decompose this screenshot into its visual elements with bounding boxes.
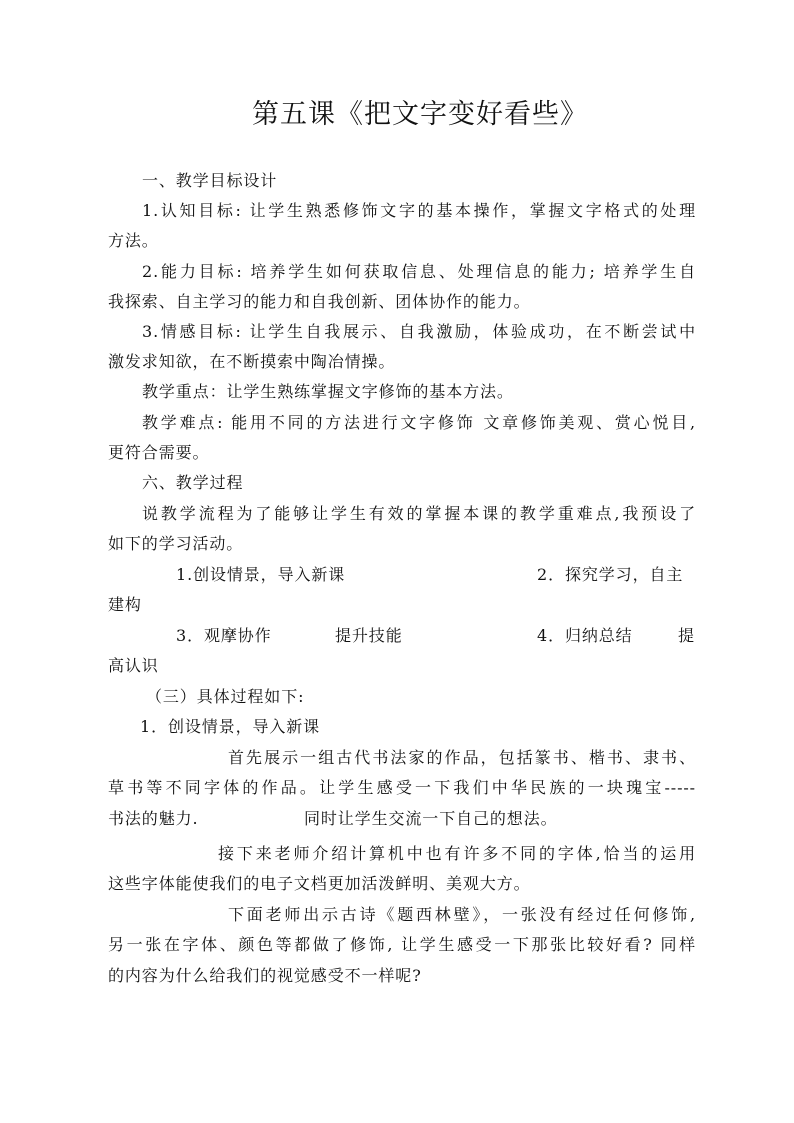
paragraph-line: 接下来老师介绍计算机中也有许多不同的字体,恰当的运用: [218, 844, 696, 863]
paragraph-line: 首先展示一组古代书法家的作品，包括篆书、楷书、隶书、: [228, 748, 696, 767]
activity-item: 2．探究学习，自主: [537, 565, 684, 584]
document-title: 第五课《把文字变好看些》: [252, 99, 588, 130]
section-heading-process: 六、教学过程: [142, 473, 244, 492]
section-heading-goals: 一、教学目标设计: [142, 171, 278, 190]
activity-item: 提: [678, 626, 695, 645]
paragraph-line: 另一张在字体、颜色等都做了修饰, 让学生感受一下那张比较好看? 同样: [108, 935, 696, 954]
paragraph-line: 3.情感目标: 让学生自我展示、自我激励，体验成功，在不断尝试中: [142, 322, 696, 341]
paragraph-line: 这些字体能使我们的电子文档更加活泼鲜明、美观大方。: [108, 874, 531, 893]
paragraph-line: 更符合需要。: [108, 443, 210, 462]
activity-item: 1.创设情景，导入新课: [176, 565, 346, 584]
paragraph-line: 1.认知目标: 让学生熟悉修饰文字的基本操作，掌握文字格式的处理: [142, 201, 696, 220]
paragraph-line: 教学难点: 能用不同的方法进行文字修饰 文章修饰美观、赏心悦目,: [142, 413, 696, 432]
paragraph-line: 我探索、自主学习的能力和自我创新、团体协作的能力。: [108, 292, 531, 311]
activity-item: 建构: [108, 595, 142, 614]
paragraph-line: 方法。: [108, 231, 159, 250]
paragraph-line: 下面老师出示古诗《题西林壁》，一张没有经过任何修饰,: [228, 905, 696, 924]
paragraph-line: 说教学流程为了能够让学生有效的掌握本课的教学重难点,我预设了: [142, 504, 696, 523]
subsection-heading: 1．创设情景，导入新课: [140, 717, 321, 736]
activity-item: 提升技能: [335, 626, 403, 645]
activity-item: 高认识: [108, 656, 159, 675]
paragraph-line: 如下的学习活动。: [108, 534, 244, 553]
paragraph-line: 2.能力目标: 培养学生如何获取信息、处理信息的能力; 培养学生自: [142, 262, 696, 281]
paragraph-line: 的内容为什么给我们的视觉感受不一样呢?: [108, 966, 422, 985]
paragraph-line: 书法的魅力.: [108, 809, 199, 828]
paragraph-line: 草书等不同字体的作品。让学生感受一下我们中华民族的一块瑰宝-----: [108, 778, 696, 797]
paragraph-line: 同时让学生交流一下自己的想法。: [304, 809, 558, 828]
activity-item: 4．归纳总结: [537, 626, 633, 645]
activity-item: 3．观摩协作: [176, 626, 272, 645]
paragraph-line: 激发求知欲，在不断摸索中陶冶情操。: [108, 352, 396, 371]
section-heading-detail: （三）具体过程如下:: [146, 687, 305, 706]
paragraph-line: 教学重点：让学生熟练掌握文字修饰的基本方法。: [142, 382, 514, 401]
